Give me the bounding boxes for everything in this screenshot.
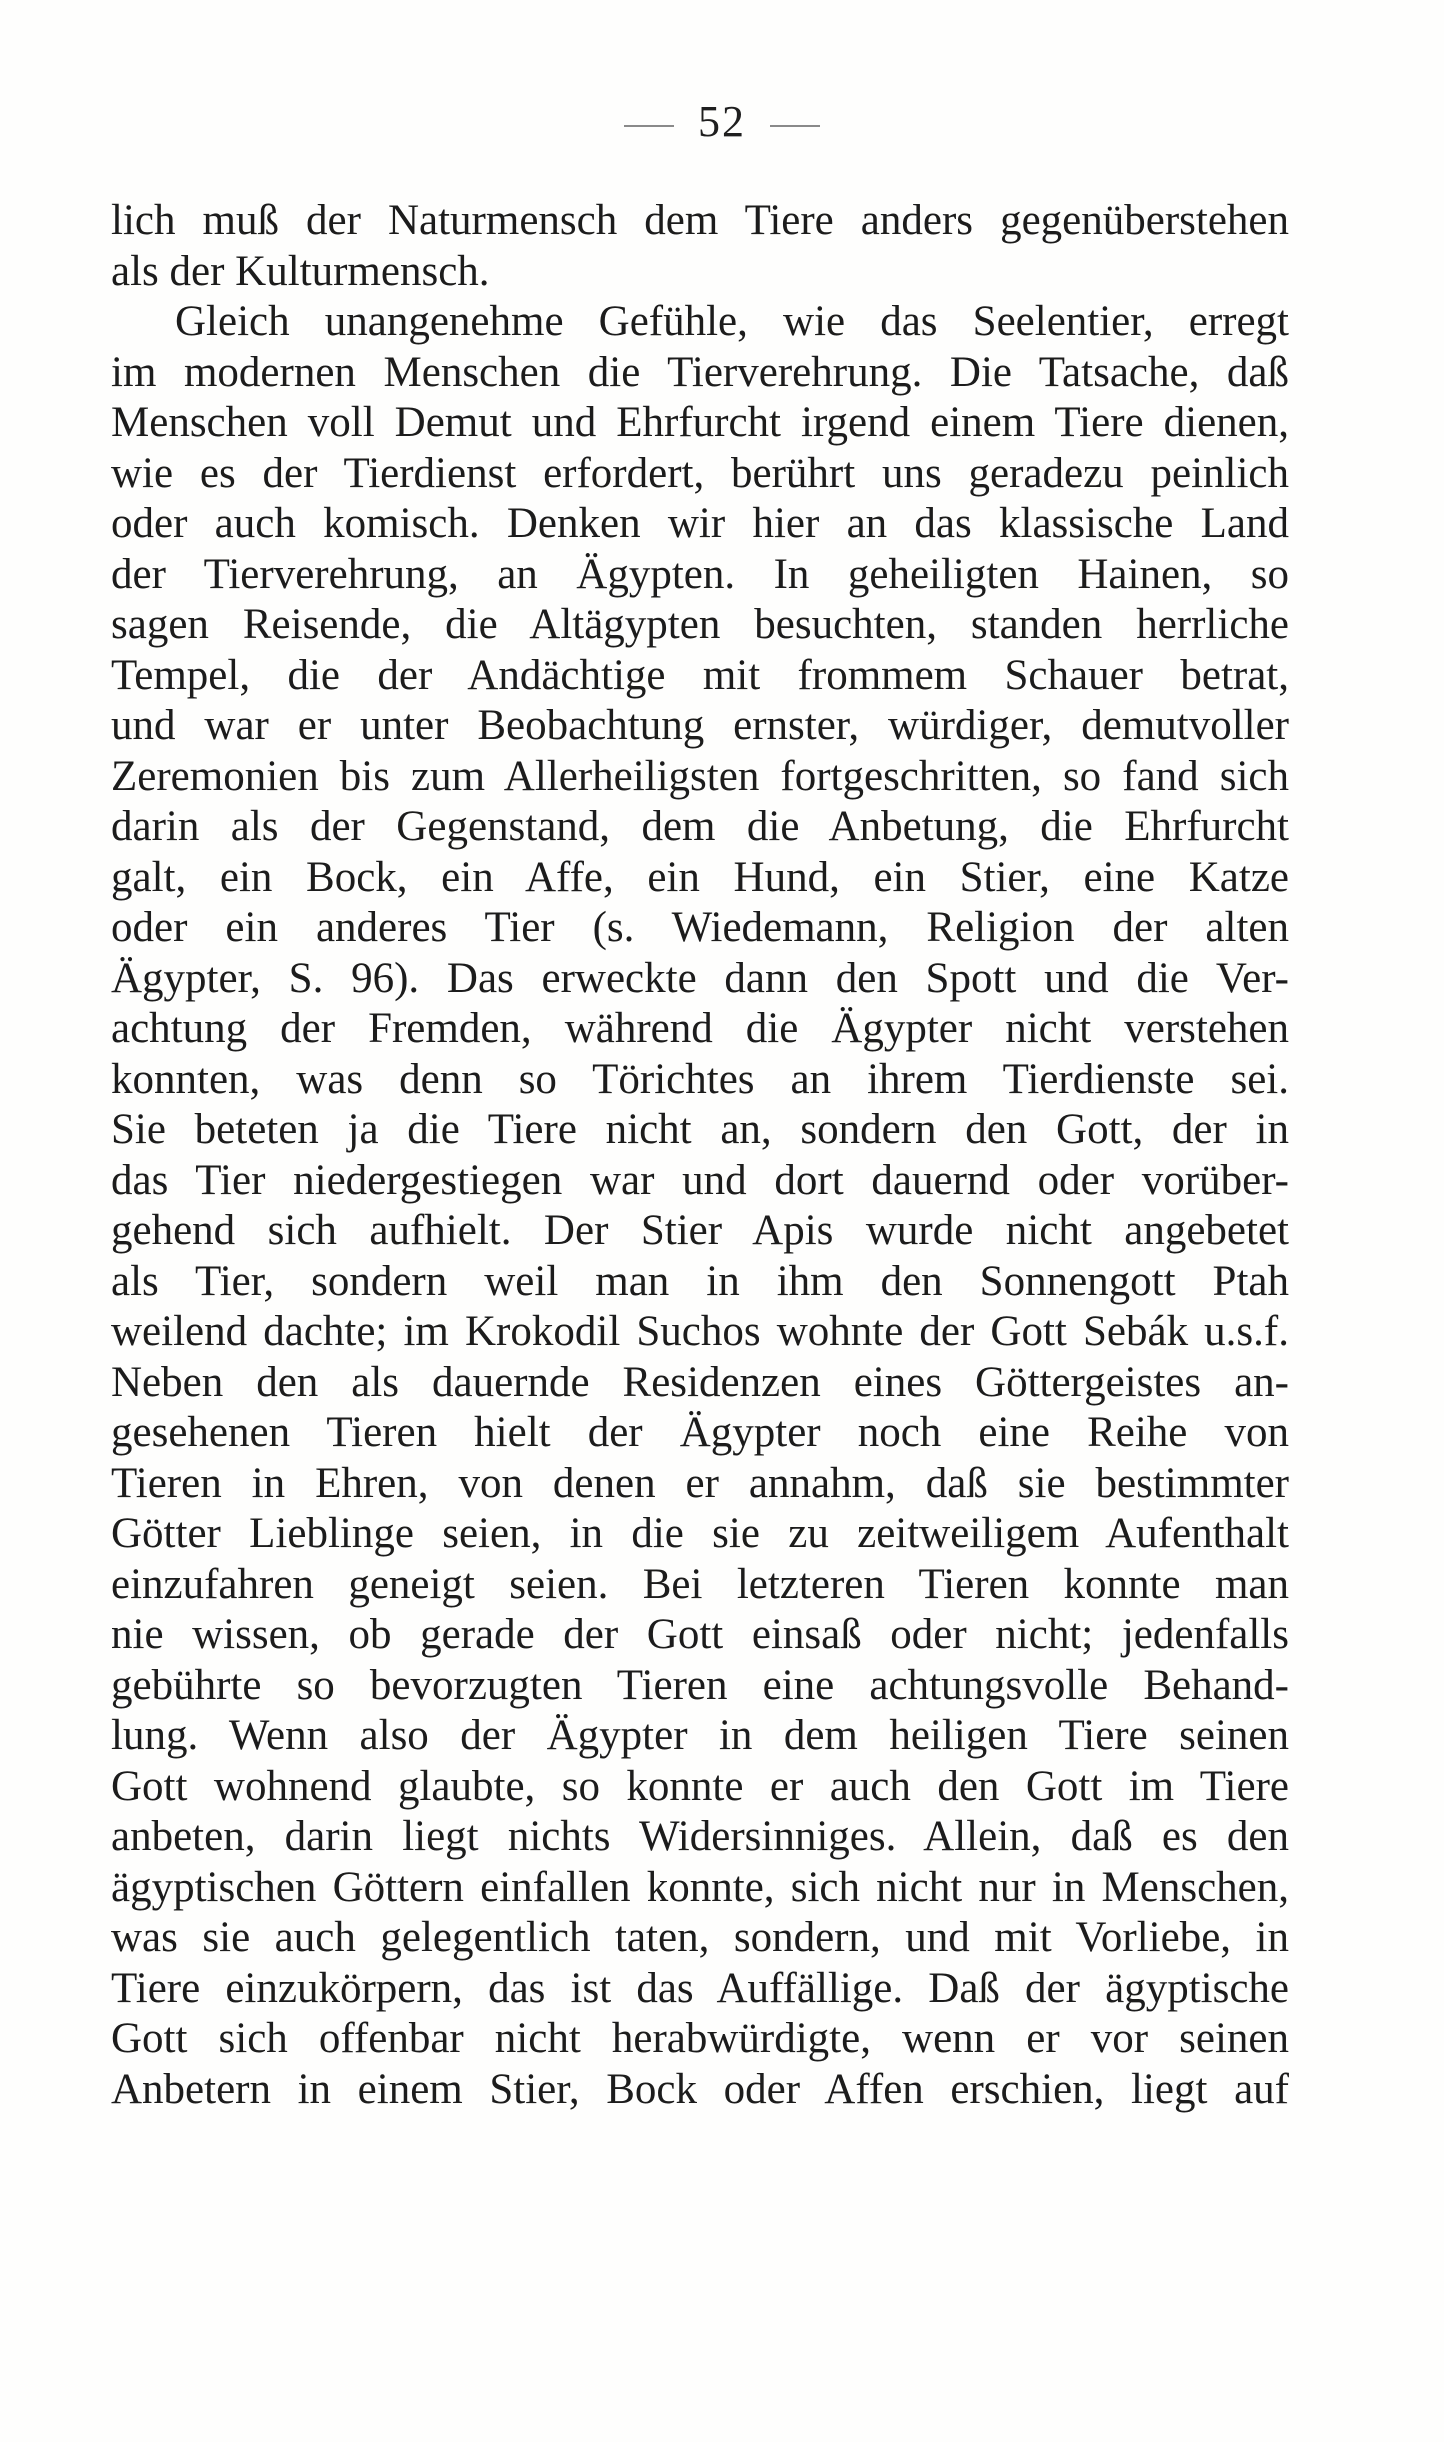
text-line: sagen Reisende, die Altägypten besuchten, standen herrliche xyxy=(111,601,1289,648)
text-line: darin als der Gegenstand, dem die Anbetung, die Ehrfurcht xyxy=(111,803,1289,850)
text-line: konnten, was denn so Törichtes an ihrem Tierdienste sei. xyxy=(111,1055,1289,1103)
header-dash-left xyxy=(624,125,674,127)
header-dash-right xyxy=(770,125,820,127)
text-line: Anbetern in einem Stier, Bock oder Affen erschien, liegt auf xyxy=(111,2065,1289,2113)
text-line: wie es der Tierdienst erfordert, berührt uns geradezu peinlich xyxy=(111,449,1289,497)
text-line: Ägypter, S. 96). Das erweckte dann den Spott und die Ver- xyxy=(111,954,1289,1002)
text-line: Tieren in Ehren, von denen er annahm, daß sie bestimmter xyxy=(111,1459,1289,1507)
text-line: Gleich unangenehme Gefühle, wie das Seelentier, erregt xyxy=(175,298,1289,345)
text-line: Gott wohnend glaubte, so konnte er auch den Gott im Tiere xyxy=(111,1762,1289,1810)
text-line: als der Kulturmensch. xyxy=(111,247,490,295)
text-line: Zeremonien bis zum Allerheiligsten fortgeschritten, so fand sich xyxy=(111,752,1289,800)
text-line: Neben den als dauernde Residenzen eines Göttergeistes an- xyxy=(111,1358,1289,1406)
text-line: ägyptischen Göttern einfallen konnte, sich nicht nur in Menschen, xyxy=(111,1863,1289,1911)
text-line: anbeten, darin liegt nichts Widersinniges. Allein, daß es den xyxy=(111,1813,1289,1860)
text-line: Tempel, die der Andächtige mit frommem Schauer betrat, xyxy=(111,651,1289,699)
text-line: galt, ein Bock, ein Affe, ein Hund, ein Stier, eine Katze xyxy=(111,853,1289,901)
text-line: achtung der Fremden, während die Ägypter nicht verstehen xyxy=(111,1005,1289,1052)
text-line: Menschen voll Demut und Ehrfurcht irgend einem Tiere dienen, xyxy=(111,399,1289,446)
text-line: der Tierverehrung, an Ägypten. In geheiligten Hainen, so xyxy=(111,550,1289,598)
text-line: Sie beteten ja die Tiere nicht an, sondern den Gott, der in xyxy=(111,1106,1289,1153)
body-text xyxy=(111,196,1289,2115)
text-line: im modernen Menschen die Tierverehrung. Die Tatsache, daß xyxy=(111,348,1289,396)
text-line: weilend dachte; im Krokodil Suchos wohnte der Gott Sebák u.s.f. xyxy=(111,1308,1289,1355)
page-number: 52 xyxy=(698,97,746,146)
text-line: gehend sich aufhielt. Der Stier Apis wurde nicht angebetet xyxy=(111,1207,1289,1254)
text-line: Götter Lieblinge seien, in die sie zu zeitweiligem Aufenthalt xyxy=(111,1510,1289,1557)
text-line: als Tier, sondern weil man in ihm den Sonnengott Ptah xyxy=(111,1257,1289,1305)
text-line: Tiere einzukörpern, das ist das Auffällige. Daß der ägyptische xyxy=(111,1964,1289,2012)
text-line: einzufahren geneigt seien. Bei letzteren Tieren konnte man xyxy=(111,1560,1289,1608)
text-line: und war er unter Beobachtung ernster, würdiger, demutvoller xyxy=(111,702,1289,749)
text-line: lung. Wenn also der Ägypter in dem heiligen Tiere seinen xyxy=(111,1712,1289,1759)
text-line: was sie auch gelegentlich taten, sondern, und mit Vorliebe, in xyxy=(111,1914,1289,1961)
text-line: Gott sich offenbar nicht herabwürdigte, wenn er vor seinen xyxy=(111,2015,1289,2062)
text-line: oder auch komisch. Denken wir hier an das klassische Land xyxy=(111,500,1289,547)
text-line: das Tier niedergestiegen war und dort dauernd oder vorüber- xyxy=(111,1156,1289,1204)
text-line: oder ein anderes Tier (s. Wiedemann, Religion der alten xyxy=(111,904,1289,951)
text-line: gebührte so bevorzugten Tieren eine achtungsvolle Behand- xyxy=(111,1661,1289,1709)
page-header xyxy=(0,96,1444,147)
text-line: nie wissen, ob gerade der Gott einsaß oder nicht; jedenfalls xyxy=(111,1611,1289,1658)
text-line: gesehenen Tieren hielt der Ägypter noch eine Reihe von xyxy=(111,1409,1289,1456)
text-line: lich muß der Naturmensch dem Tiere anders gegenüberstehen xyxy=(111,197,1289,244)
